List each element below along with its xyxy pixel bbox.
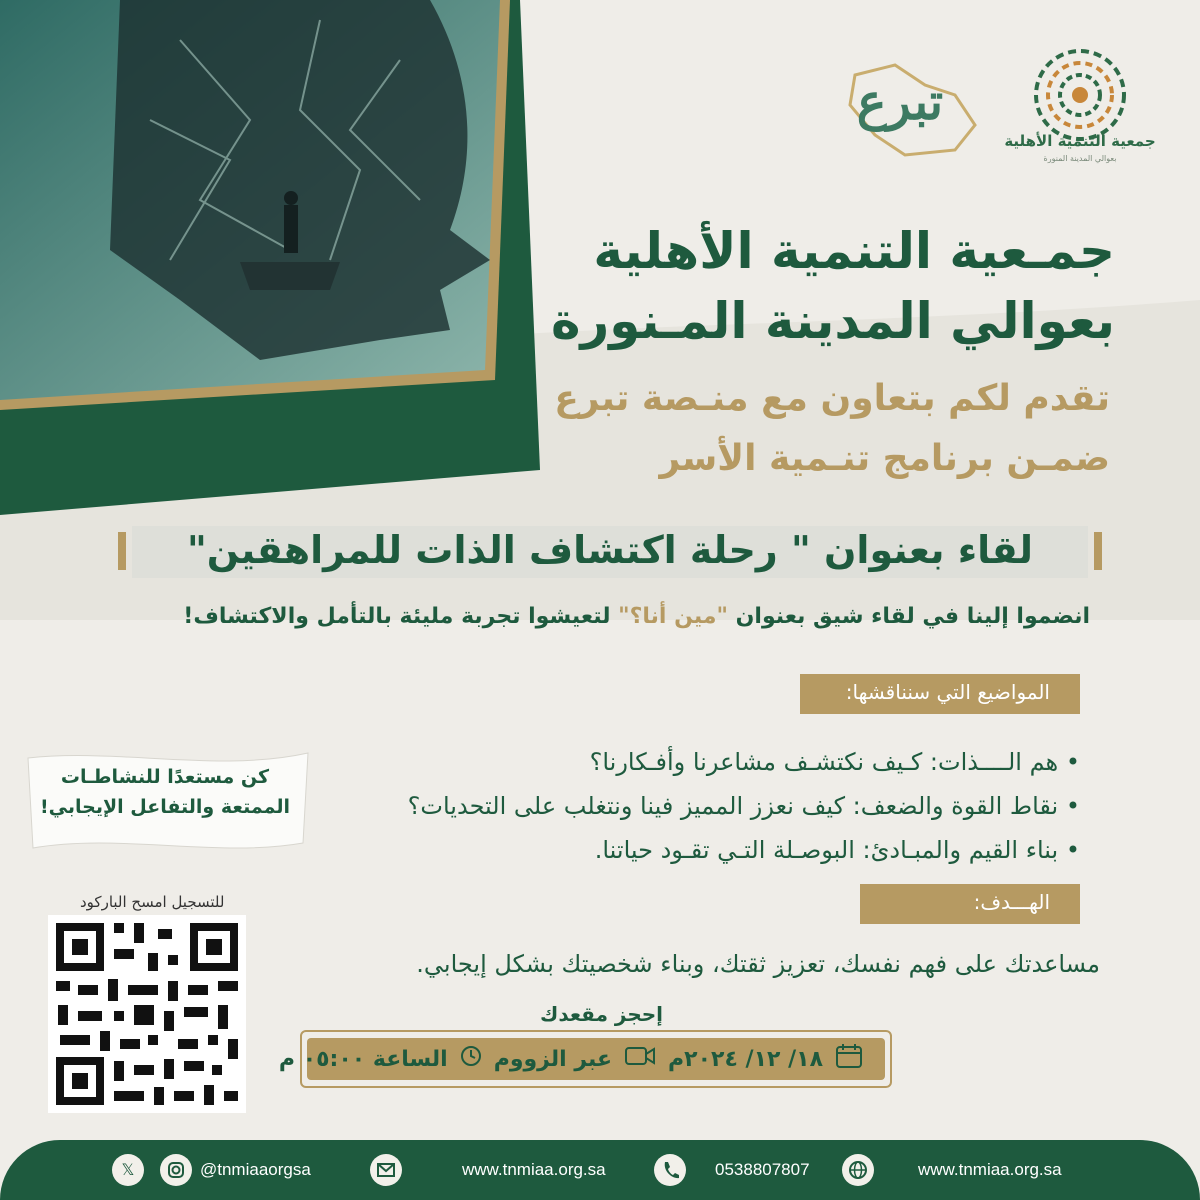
globe-icon[interactable]	[842, 1154, 874, 1186]
event-time: الساعة ٠٥:٠٠ م	[278, 1046, 448, 1072]
calendar-icon	[835, 1043, 863, 1075]
topics-label: المواضيع التي سنناقشها:	[800, 674, 1080, 714]
qr-label: للتسجيل امسح الباركود	[80, 893, 225, 911]
subheading-line-2: ضمـن برنامج تنـمية الأسر	[659, 438, 1110, 479]
video-icon	[624, 1045, 656, 1073]
mail-icon[interactable]	[370, 1154, 402, 1186]
topic-item: • نقاط القوة والضعف: كيف نعزز المميز فينا ونتغلب على التحديات؟	[407, 792, 1080, 820]
topic-item: • بناء القيم والمبـادئ: البوصـلة التـي تقـود حياتنا.	[594, 836, 1080, 864]
event-details-bar	[278, 1038, 885, 1080]
intro-before: انضموا إلينا في لقاء شيق بعنوان	[727, 604, 1090, 629]
association-logo-icon	[995, 40, 1165, 190]
clock-icon	[460, 1045, 482, 1073]
event-platform: عبر الزووم	[493, 1046, 613, 1072]
association-logo-subtitle: بعوالي المدينة المنورة	[1043, 154, 1117, 163]
banner-bar-left	[118, 532, 126, 570]
instagram-icon[interactable]	[160, 1154, 192, 1186]
topics-list	[408, 740, 1080, 872]
goal-label: الهـــدف:	[860, 884, 1080, 924]
event-date: ١٨/ ١٢/ ٢٠٢٤م	[668, 1046, 823, 1072]
intro-text	[183, 604, 1090, 629]
tabaru-logo: تبرع	[856, 72, 944, 131]
website-link-right[interactable]: www.tnmiaa.org.sa	[918, 1160, 1062, 1179]
subheading-line-1: تقدم لكم بتعاون مع منـصة تبرع	[554, 378, 1110, 419]
website-link-left[interactable]: www.tnmiaa.org.sa	[462, 1160, 606, 1179]
goal-text: مساعدتك على فهم نفسك، تعزيز ثقتك، وبناء شخصيتك بشكل إيجابي.	[416, 950, 1100, 978]
book-seat-label: إحجز مقعدك	[540, 1002, 664, 1026]
phone-number[interactable]: 0538807807	[715, 1160, 810, 1179]
meeting-title: لقاء بعنوان " رحلة اكتشاف الذات للمراهقين"	[186, 528, 1034, 572]
topic-item: • هم الــــذات: كـيف نكتشـف مشاعرنا وأفـكارنا؟	[589, 748, 1080, 776]
social-handle[interactable]: @tnmiaaorgsa	[200, 1160, 311, 1179]
banner-bar-right	[1094, 532, 1102, 570]
qr-code-icon	[48, 915, 246, 1113]
meeting-title-banner	[118, 524, 1102, 578]
qr-code[interactable]	[48, 915, 246, 1113]
heading-line-1: جمـعية التنمية الأهلية	[593, 222, 1115, 280]
ribbon-text	[30, 762, 300, 822]
ribbon-line-2: الممتعة والتفاعل الإيجابي!	[40, 796, 290, 818]
intro-highlight: "مين أنا؟"	[618, 604, 728, 629]
ribbon-line-1: كن مستعدًا للنشاطـات	[60, 766, 270, 788]
intro-after: لتعيشوا تجربة مليئة بالتأمل والاكتشاف!	[183, 604, 619, 629]
association-logo-name: جمعية التنمية الأهلية	[1004, 132, 1156, 150]
hero-image	[0, 0, 540, 520]
phone-icon[interactable]	[654, 1154, 686, 1186]
x-icon[interactable]: 𝕏	[112, 1154, 144, 1186]
heading-line-2: بعوالي المدينة المـنورة	[550, 292, 1115, 350]
